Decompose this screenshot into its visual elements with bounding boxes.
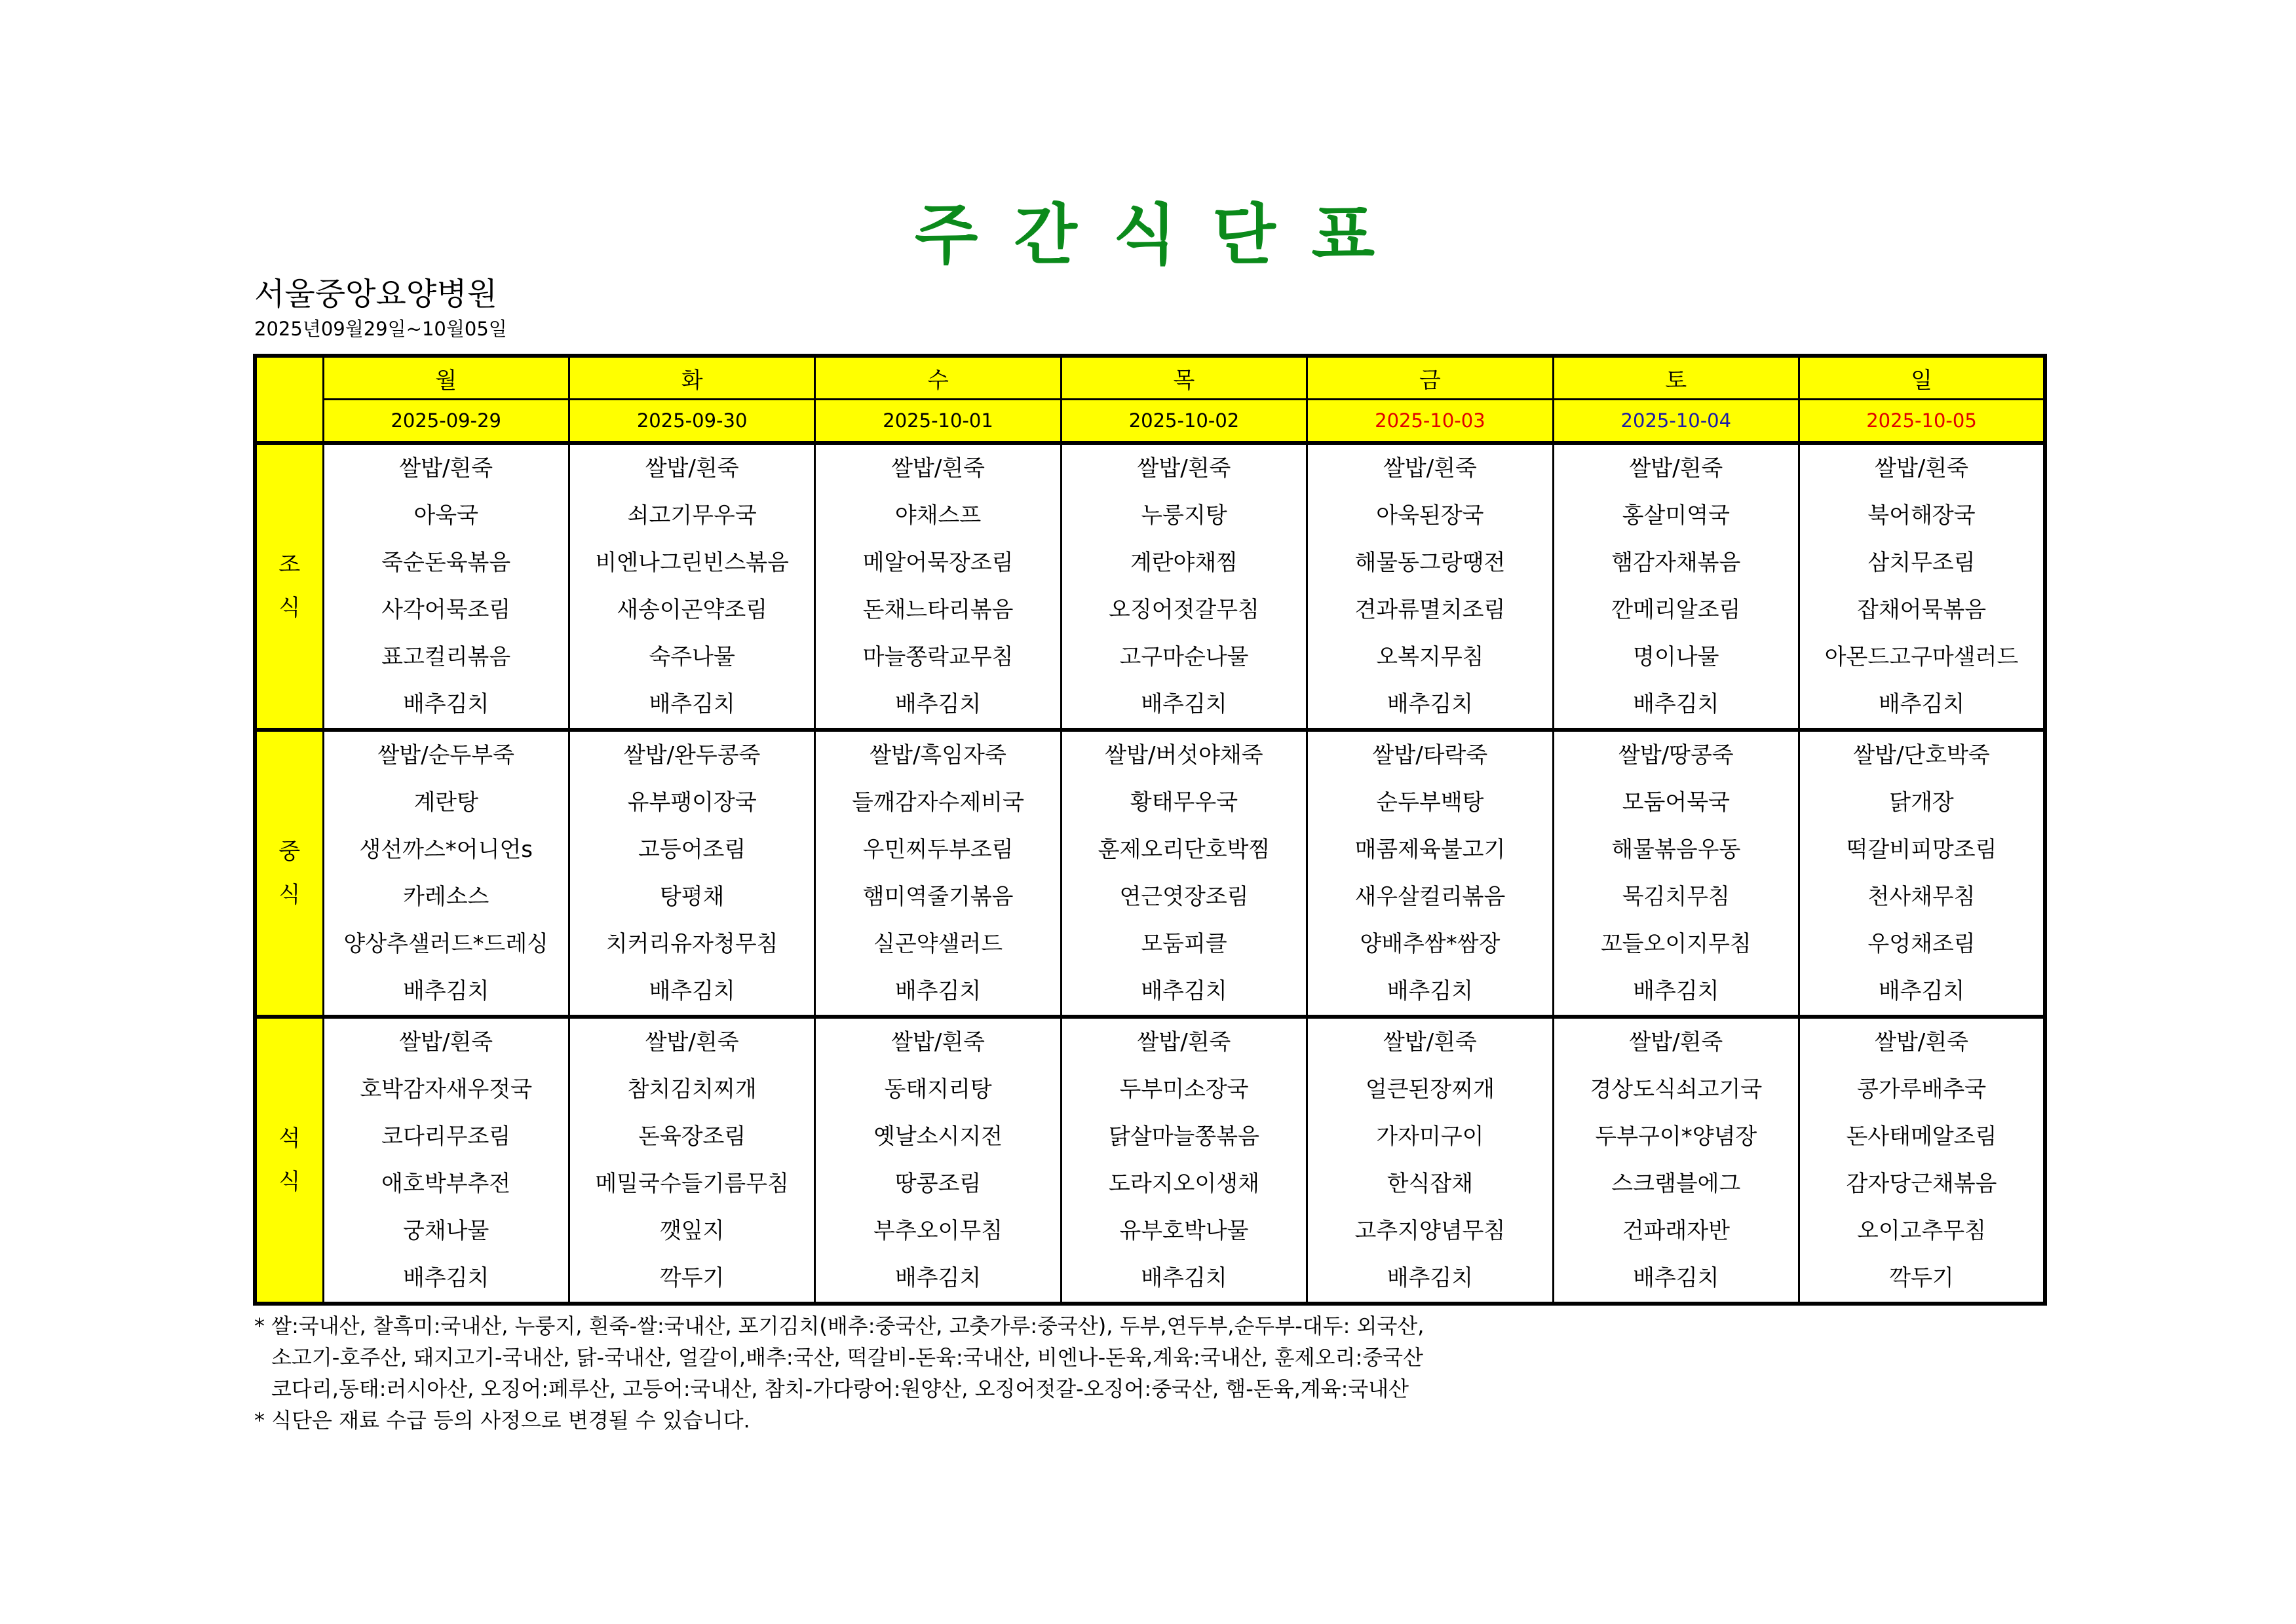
- meal-label-char: 석: [278, 1125, 301, 1152]
- menu-item-list: [324, 732, 568, 1015]
- day-name: 화: [569, 356, 814, 400]
- menu-item: 떡갈비피망조림: [1846, 837, 1997, 863]
- menu-item-list: [324, 1019, 568, 1302]
- menu-cell: [1061, 730, 1307, 1017]
- menu-item: 아욱된장국: [1376, 502, 1484, 529]
- menu-item: 배추김치: [403, 978, 489, 1004]
- menu-item: 잡채어묵볶음: [1856, 597, 1987, 623]
- menu-item: 쌀밥/흰죽: [645, 1029, 739, 1055]
- menu-item: 비엔나그린빈스볶음: [595, 550, 789, 576]
- menu-item: 배추김치: [894, 691, 982, 717]
- menu-item: 새우살컬리볶음: [1354, 884, 1506, 910]
- menu-item: 쌀밥/흰죽: [399, 1029, 493, 1055]
- note-line: * 식단은 재료 수급 등의 사정으로 변경될 수 있습니다.: [254, 1408, 750, 1433]
- day-date: 2025-09-29: [323, 400, 569, 444]
- menu-item: 쌀밥/흰죽: [1137, 1029, 1231, 1055]
- menu-item: 배추김치: [649, 978, 735, 1004]
- menu-cell: [569, 1017, 814, 1304]
- menu-item: 참치김치찌개: [627, 1076, 757, 1103]
- meal-label-char: 중: [278, 839, 301, 865]
- menu-item: 야채스프: [894, 502, 982, 529]
- menu-item: 햄감자채볶음: [1611, 550, 1741, 576]
- menu-item: 해물동그랑땡전: [1354, 550, 1506, 576]
- menu-item: 모둠피클: [1141, 931, 1227, 957]
- menu-item: 명이나물: [1633, 644, 1719, 670]
- day-date: 2025-10-02: [1061, 400, 1307, 444]
- menu-item: 오복지무침: [1376, 644, 1484, 670]
- menu-cell: [815, 730, 1061, 1017]
- menu-item: 사각어묵조림: [381, 597, 511, 623]
- menu-item: 배추김치: [1141, 1265, 1227, 1291]
- menu-item-list: [816, 445, 1060, 728]
- meal-label: [255, 443, 323, 730]
- menu-item-list: [324, 445, 568, 728]
- menu-item: 계란야채찜: [1130, 550, 1238, 576]
- menu-item: 돈사태메알조림: [1846, 1124, 1997, 1150]
- menu-item: 새송이곤약조림: [617, 597, 768, 623]
- menu-item: 배추김치: [1141, 691, 1227, 717]
- menu-item: 쌀밥/버섯야채죽: [1105, 742, 1263, 768]
- menu-item: 배추김치: [403, 691, 489, 717]
- menu-item: 배추김치: [649, 691, 735, 717]
- menu-item: 스크램블에그: [1611, 1171, 1741, 1197]
- menu-item: 묵김치무침: [1622, 884, 1730, 910]
- menu-item: 양상추샐러드*드레싱: [343, 931, 549, 957]
- menu-item: 쌀밥/흰죽: [1383, 455, 1477, 482]
- menu-item: 배추김치: [894, 978, 982, 1004]
- menu-cell: [1061, 1017, 1307, 1304]
- menu-item: 닭살마늘쫑볶음: [1109, 1124, 1259, 1150]
- meal-row: [255, 443, 2045, 730]
- menu-item: 죽순돈육볶음: [381, 550, 511, 576]
- menu-item: 도라지오이생채: [1109, 1171, 1259, 1197]
- day-name: 월: [323, 356, 569, 400]
- menu-item: 옛날소시지전: [873, 1124, 1003, 1150]
- menu-item: 마늘쫑락교무침: [862, 644, 1014, 670]
- menu-item: 배추김치: [1878, 978, 1965, 1004]
- menu-cell: [323, 443, 569, 730]
- menu-item-list: [1800, 1019, 2043, 1302]
- menu-cell: [1307, 1017, 1553, 1304]
- menu-item: 고등어조림: [638, 837, 746, 863]
- menu-item: 쌀밥/단호박죽: [1853, 742, 1990, 768]
- menu-item: 궁채나물: [403, 1218, 489, 1244]
- menu-item: 숙주나물: [649, 644, 735, 670]
- notes: [254, 1310, 1424, 1436]
- menu-item: 표고컬리볶음: [381, 644, 511, 670]
- menu-item: 콩가루배추국: [1856, 1076, 1987, 1103]
- day-header-row: [255, 356, 2045, 400]
- day-date: 2025-10-05: [1799, 400, 2045, 444]
- menu-item: 배추김치: [1387, 691, 1474, 717]
- menu-item: 배추김치: [1387, 1265, 1474, 1291]
- menu-item: 가자미구이: [1376, 1124, 1484, 1150]
- note-line: * 쌀:국내산, 찰흑미:국내산, 누룽지, 흰죽-쌀:국내산, 포기김치(배추:중국산, 고춧가루:중국산), 두부,연두부,순두부-대두: 외국산,: [254, 1313, 1425, 1338]
- menu-item: 쌀밥/완두콩죽: [623, 742, 761, 768]
- menu-item: 쌀밥/흑임자죽: [870, 742, 1006, 768]
- menu-item: 경상도식쇠고기국: [1590, 1076, 1763, 1103]
- note-line: 코다리,동태:러시아산, 오징어:페루산, 고등어:국내산, 참치-가다랑어:원양산, 오징어젓갈-오징어:중국산, 햄-돈육,계육:국내산: [271, 1376, 1409, 1401]
- menu-item: 쌀밥/타락죽: [1372, 742, 1488, 768]
- menu-item: 배추김치: [1633, 691, 1719, 717]
- menu-item: 들깨감자수제비국: [852, 789, 1024, 816]
- menu-item: 쌀밥/순두부죽: [377, 742, 514, 768]
- menu-cell: [569, 730, 814, 1017]
- menu-item-list: [570, 1019, 814, 1302]
- menu-item: 순두부백탕: [1376, 789, 1484, 816]
- menu-item: 치커리유자청무침: [605, 931, 778, 957]
- weekly-menu-table: [253, 354, 2047, 1306]
- menu-item-list: [1308, 445, 1552, 728]
- menu-item-list: [816, 1019, 1060, 1302]
- day-name: 금: [1307, 356, 1553, 400]
- menu-item: 탕평채: [659, 884, 725, 910]
- menu-item-list: [1554, 445, 1798, 728]
- menu-cell: [569, 443, 814, 730]
- menu-item: 배추김치: [894, 1265, 982, 1291]
- menu-cell: [1553, 443, 1799, 730]
- note-line: 소고기-호주산, 돼지고기-국내산, 닭-국내산, 얼갈이,배추:국산, 떡갈비-돈육:국내산, 비엔나-돈육,계육:국내산, 훈제오리:중국산: [271, 1345, 1423, 1370]
- menu-item-list: [570, 732, 814, 1015]
- menu-item-list: [1308, 1019, 1552, 1302]
- menu-item: 고추지양념무침: [1354, 1218, 1506, 1244]
- menu-cell: [1799, 1017, 2045, 1304]
- day-name: 수: [815, 356, 1061, 400]
- meal-label: [255, 730, 323, 1017]
- day-date: 2025-09-30: [569, 400, 814, 444]
- menu-item: 양배추쌈*쌈장: [1360, 931, 1501, 957]
- menu-item: 유부팽이장국: [627, 789, 757, 816]
- day-name: 목: [1061, 356, 1307, 400]
- menu-cell: [1799, 730, 2045, 1017]
- menu-item-list: [1554, 1019, 1798, 1302]
- meal-label-char: 식: [278, 882, 301, 908]
- menu-item: 호박감자새우젓국: [360, 1076, 533, 1103]
- menu-item: 고구마순나물: [1119, 644, 1249, 670]
- menu-item: 배추김치: [1633, 1265, 1719, 1291]
- header-corner: [255, 356, 323, 443]
- menu-item: 황태무우국: [1130, 789, 1238, 816]
- menu-item: 우엉채조림: [1867, 931, 1976, 957]
- menu-item: 우민찌두부조림: [862, 837, 1014, 863]
- meal-label-char: 식: [278, 595, 301, 621]
- menu-item-list: [1062, 732, 1306, 1015]
- menu-item: 해물볶음우동: [1611, 837, 1741, 863]
- day-name: 토: [1553, 356, 1799, 400]
- hospital-name: 서울중앙요양병원: [254, 276, 497, 312]
- menu-item: 연근엿장조림: [1119, 884, 1249, 910]
- menu-item: 계란탕: [413, 789, 478, 816]
- menu-item: 메알어묵장조림: [862, 550, 1014, 576]
- menu-item-list: [1800, 445, 2043, 728]
- meal-row: [255, 1017, 2045, 1304]
- menu-item: 깻잎지: [659, 1218, 725, 1244]
- menu-cell: [1553, 1017, 1799, 1304]
- meal-label-char: 식: [278, 1169, 301, 1195]
- menu-item-list: [1062, 445, 1306, 728]
- menu-item: 돈채느타리볶음: [862, 597, 1014, 623]
- menu-cell: [323, 1017, 569, 1304]
- menu-item: 두부구이*양념장: [1595, 1124, 1757, 1150]
- menu-item: 두부미소장국: [1119, 1076, 1249, 1103]
- menu-item: 카레소스: [403, 884, 489, 910]
- menu-item: 오이고추무침: [1856, 1218, 1987, 1244]
- menu-item: 오징어젓갈무침: [1109, 597, 1259, 623]
- menu-item: 애호박부추전: [381, 1171, 511, 1197]
- menu-item: 깍두기: [1889, 1265, 1954, 1291]
- menu-item-list: [1554, 732, 1798, 1015]
- day-date: 2025-10-04: [1553, 400, 1799, 444]
- menu-item: 메밀국수들기름무침: [595, 1171, 789, 1197]
- menu-item: 배추김치: [1878, 691, 1965, 717]
- menu-item: 돈육장조림: [638, 1124, 746, 1150]
- day-date: 2025-10-03: [1307, 400, 1553, 444]
- menu-item: 깐메리알조림: [1611, 597, 1741, 623]
- day-name: 일: [1799, 356, 2045, 400]
- menu-period: 2025년09월29일~10월05일: [254, 318, 507, 340]
- menu-item: 동태지리탕: [884, 1076, 992, 1103]
- menu-item: 매콤제육불고기: [1354, 837, 1506, 863]
- menu-item: 북어해장국: [1867, 502, 1976, 529]
- menu-cell: [1553, 730, 1799, 1017]
- menu-item: 실곤약샐러드: [873, 931, 1003, 957]
- menu-item: 배추김치: [1387, 978, 1474, 1004]
- menu-cell: [1307, 443, 1553, 730]
- menu-item: 쌀밥/흰죽: [1629, 1029, 1723, 1055]
- menu-cell: [323, 730, 569, 1017]
- menu-cell: [1799, 443, 2045, 730]
- menu-item-list: [1800, 732, 2043, 1015]
- menu-item: 아욱국: [413, 502, 478, 529]
- menu-item: 배추김치: [403, 1265, 489, 1291]
- menu-item: 쌀밥/흰죽: [645, 455, 739, 482]
- menu-item: 깍두기: [659, 1265, 725, 1291]
- menu-item: 감자당근채볶음: [1846, 1171, 1997, 1197]
- page-title: 주 간 식 단 표: [914, 197, 1382, 273]
- menu-item: 배추김치: [1633, 978, 1719, 1004]
- menu-item: 쌀밥/흰죽: [1875, 1029, 1968, 1055]
- date-header-row: [255, 400, 2045, 444]
- menu-item: 코다리무조림: [381, 1124, 511, 1150]
- menu-item: 쌀밥/흰죽: [891, 1029, 985, 1055]
- menu-item: 부추오이무침: [873, 1218, 1003, 1244]
- meal-label-char: 조: [278, 552, 301, 578]
- menu-item: 쌀밥/흰죽: [1875, 455, 1968, 482]
- menu-item: 모둠어묵국: [1622, 789, 1730, 816]
- menu-item: 쌀밥/흰죽: [1629, 455, 1723, 482]
- menu-item: 쇠고기무우국: [627, 502, 757, 529]
- menu-item-list: [1062, 1019, 1306, 1302]
- menu-item: 아몬드고구마샐러드: [1824, 644, 2019, 670]
- menu-item: 한식잡채: [1387, 1171, 1474, 1197]
- menu-item-list: [1308, 732, 1552, 1015]
- menu-item: 햄미역줄기볶음: [862, 884, 1014, 910]
- menu-item-list: [816, 732, 1060, 1015]
- menu-item: 쌀밥/흰죽: [1137, 455, 1231, 482]
- meal-label: [255, 1017, 323, 1304]
- menu-item: 훈제오리단호박찜: [1098, 837, 1271, 863]
- menu-item: 꼬들오이지무침: [1600, 931, 1751, 957]
- menu-item: 건파래자반: [1622, 1218, 1730, 1244]
- menu-item: 쌀밥/땅콩죽: [1618, 742, 1734, 768]
- menu-item: 유부호박나물: [1119, 1218, 1249, 1244]
- menu-cell: [1061, 443, 1307, 730]
- menu-item: 삼치무조림: [1867, 550, 1976, 576]
- menu-item: 쌀밥/흰죽: [891, 455, 985, 482]
- menu-item: 천사채무침: [1867, 884, 1976, 910]
- menu-item: 견과류멸치조림: [1354, 597, 1506, 623]
- menu-item-list: [570, 445, 814, 728]
- menu-item: 쌀밥/흰죽: [399, 455, 493, 482]
- menu-cell: [815, 1017, 1061, 1304]
- menu-item: 홍살미역국: [1622, 502, 1730, 529]
- day-date: 2025-10-01: [815, 400, 1061, 444]
- menu-cell: [1307, 730, 1553, 1017]
- menu-item: 얼큰된장찌개: [1365, 1076, 1495, 1103]
- menu-item: 누룽지탕: [1141, 502, 1227, 529]
- meal-row: [255, 730, 2045, 1017]
- menu-item: 쌀밥/흰죽: [1383, 1029, 1477, 1055]
- menu-cell: [815, 443, 1061, 730]
- menu-item: 배추김치: [1141, 978, 1227, 1004]
- menu-item: 땅콩조림: [894, 1171, 982, 1197]
- menu-item: 닭개장: [1889, 789, 1954, 816]
- menu-item: 생선까스*어니언s: [359, 837, 533, 863]
